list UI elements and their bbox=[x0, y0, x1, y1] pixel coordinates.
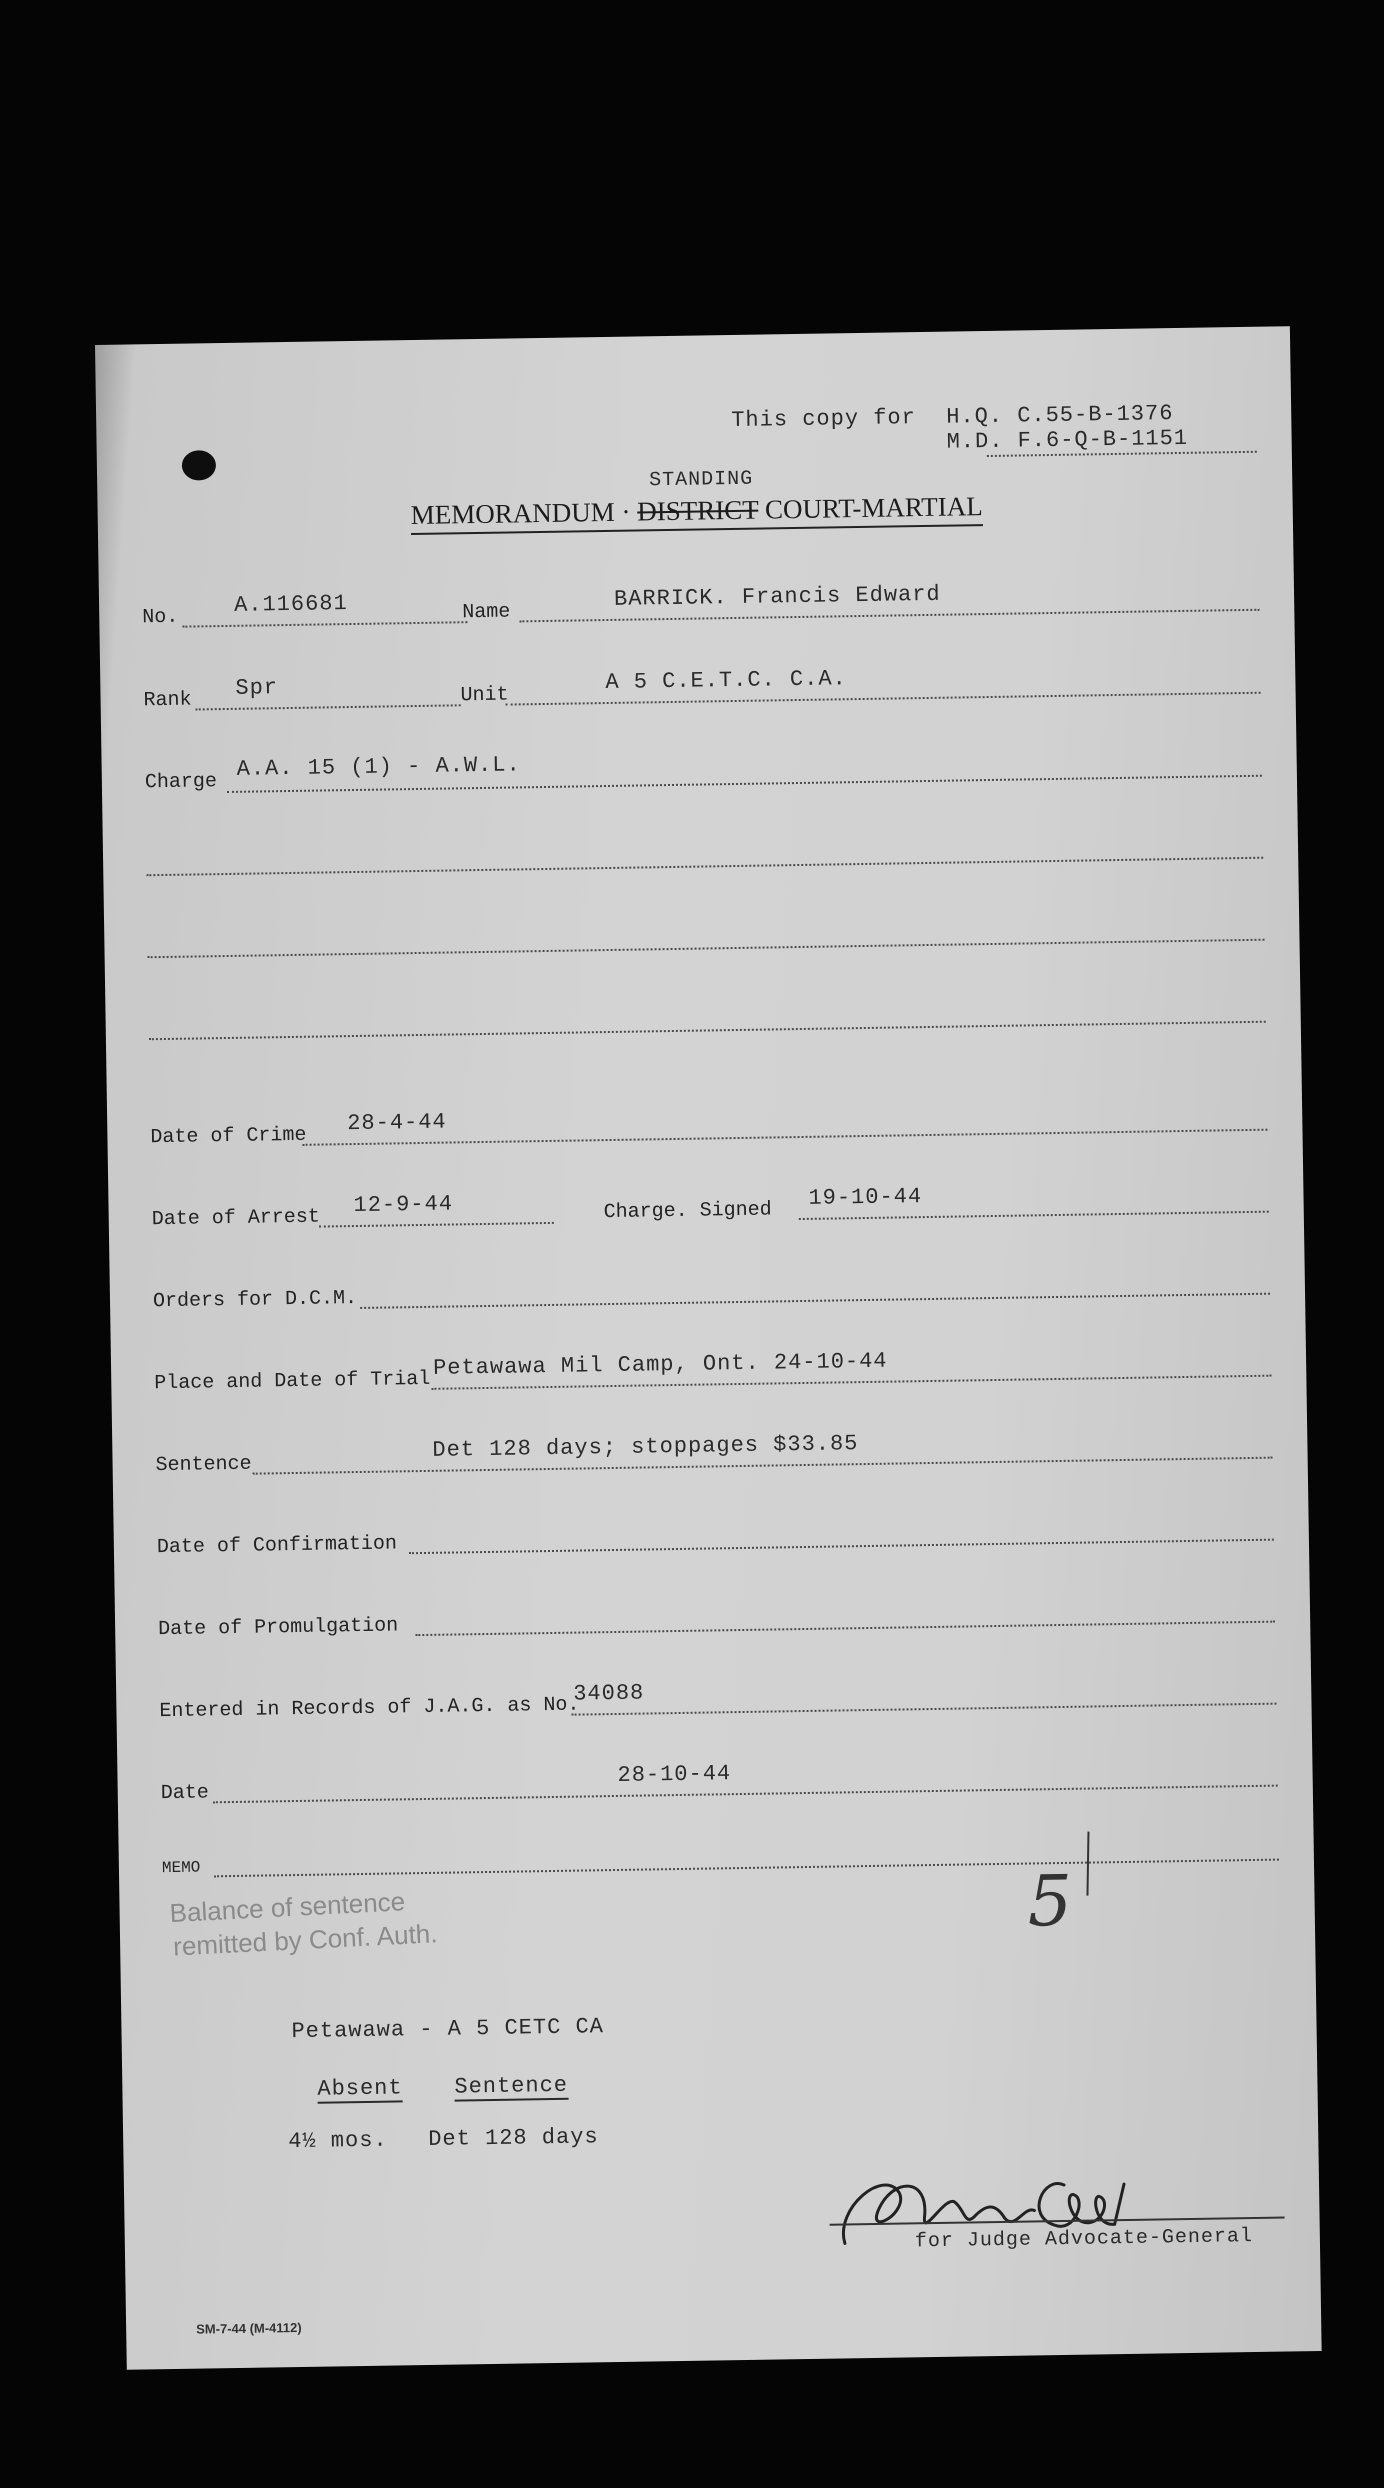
confirmation-line bbox=[409, 1539, 1274, 1555]
summary-absent-value: 4½ mos. bbox=[288, 2127, 388, 2155]
confirmation-label: Date of Confirmation bbox=[156, 1532, 398, 1560]
charge-extra-line-2 bbox=[148, 939, 1265, 959]
date-of-arrest-value: 12-9-44 bbox=[353, 1191, 454, 1219]
handwritten-tick-mark bbox=[1078, 1829, 1099, 1899]
charge-extra-line-3 bbox=[149, 1021, 1266, 1041]
date-line bbox=[213, 1785, 1278, 1804]
date-of-crime-line bbox=[303, 1129, 1268, 1146]
summary-location: Petawawa - A 5 CETC CA bbox=[291, 2014, 605, 2045]
no-value: A.116681 bbox=[233, 591, 348, 618]
punch-hole bbox=[182, 450, 216, 481]
signature-caption: for Judge Advocate-General bbox=[914, 2225, 1254, 2254]
memo-line bbox=[214, 1859, 1279, 1878]
form-title bbox=[410, 491, 983, 535]
charge-signed-line bbox=[799, 1211, 1269, 1220]
date-value: 28-10-44 bbox=[617, 1761, 732, 1788]
form-number: SM-7-44 (M-4112) bbox=[196, 2319, 302, 2337]
copy-for-label: This copy for bbox=[731, 405, 917, 434]
date-of-crime-label: Date of Crime bbox=[150, 1123, 307, 1150]
no-line bbox=[182, 621, 467, 627]
hq-reference: H.Q. C.55-B-1376 bbox=[946, 401, 1174, 430]
rank-value: Spr bbox=[235, 675, 279, 701]
summary-absent-header: Absent bbox=[317, 2075, 403, 2102]
charge-label: Charge bbox=[144, 770, 218, 795]
name-label: Name bbox=[462, 600, 511, 625]
summary-sentence-header: Sentence bbox=[454, 2072, 569, 2100]
summary-sentence-value: Det 128 days bbox=[428, 2124, 599, 2152]
date-label: Date bbox=[160, 1781, 209, 1806]
md-reference: M.D. F.6-Q-B-1151 bbox=[946, 425, 1189, 455]
title-struck-district: DISTRICT bbox=[636, 494, 759, 527]
trial-value: Petawawa Mil Camp, Ont. 24-10-44 bbox=[432, 1348, 888, 1381]
title-suffix: COURT-MARTIAL bbox=[764, 491, 983, 525]
orders-label: Orders for D.C.M. bbox=[152, 1287, 358, 1314]
charge-signed-value: 19-10-44 bbox=[808, 1184, 923, 1211]
sentence-value: Det 128 days; stoppages $33.85 bbox=[432, 1431, 859, 1463]
name-value: BARRICK. Francis Edward bbox=[613, 581, 941, 612]
charge-value: A.A. 15 (1) - A.W.L. bbox=[236, 752, 521, 782]
sentence-line bbox=[253, 1457, 1273, 1475]
unit-label: Unit bbox=[460, 683, 509, 708]
jag-records-label: Entered in Records of J.A.G. as No. bbox=[159, 1693, 580, 1724]
date-of-crime-value: 28-4-44 bbox=[347, 1109, 447, 1137]
remission-stamp-line-1: Balance of sentence bbox=[168, 1886, 406, 1929]
remission-stamp-line-2: remitted by Conf. Auth. bbox=[172, 1918, 439, 1962]
sentence-label: Sentence bbox=[155, 1452, 252, 1478]
charge-signed-label: Charge. Signed bbox=[603, 1198, 772, 1225]
title-insert-standing: STANDING bbox=[649, 467, 754, 493]
memo-label: MEMO bbox=[161, 1858, 201, 1878]
rank-label: Rank bbox=[143, 688, 192, 713]
no-label: No. bbox=[142, 605, 179, 630]
orders-line bbox=[360, 1293, 1270, 1309]
jag-records-value: 34088 bbox=[573, 1680, 645, 1707]
handwritten-number: 5 bbox=[1026, 1859, 1073, 1943]
court-martial-memo-card bbox=[95, 326, 1322, 2370]
unit-value: A 5 C.E.T.C. C.A. bbox=[605, 666, 847, 696]
rank-line bbox=[196, 704, 461, 710]
trial-label: Place and Date of Trial bbox=[154, 1367, 431, 1396]
date-of-arrest-line bbox=[319, 1222, 554, 1228]
title-prefix: MEMORANDUM · bbox=[410, 496, 631, 531]
date-of-arrest-label: Date of Arrest bbox=[151, 1205, 320, 1232]
jag-records-line bbox=[572, 1703, 1277, 1716]
promulgation-line bbox=[415, 1621, 1275, 1637]
promulgation-label: Date of Promulgation bbox=[158, 1614, 399, 1642]
charge-extra-line-1 bbox=[146, 857, 1263, 877]
